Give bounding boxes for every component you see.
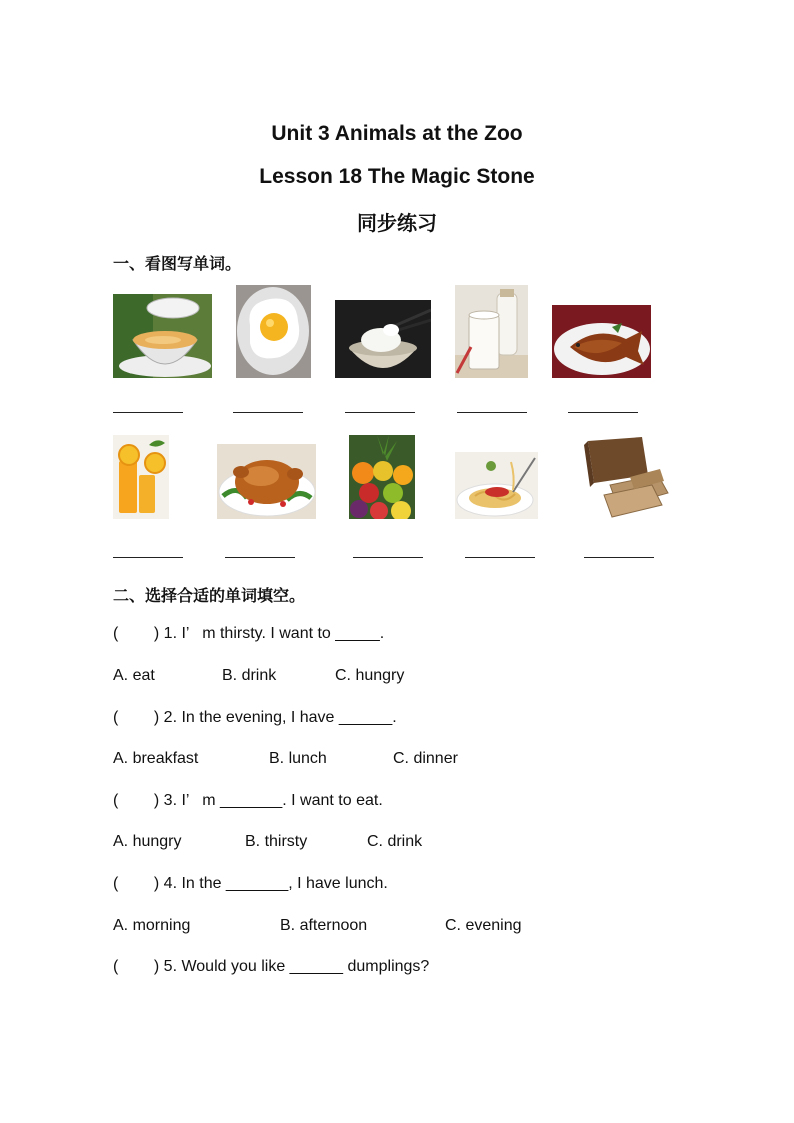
answer-line[interactable] [225,557,295,558]
option-b: B. drink [222,667,277,684]
question-4: ( ) 4. In the _______, I have lunch. [113,875,388,892]
answer-line[interactable] [584,557,654,558]
question-3: ( ) 3. I’ m _______. I want to eat. [113,792,383,809]
option-a: A. morning [113,917,191,934]
page-title: Unit 3 Animals at the Zoo [271,122,523,145]
option-c: C. drink [367,833,423,850]
option-a: A. breakfast [113,750,199,767]
bread-icon [580,435,672,519]
answer-line[interactable] [113,557,183,558]
option-c: C. hungry [335,667,405,684]
answer-line[interactable] [345,412,415,413]
fried-egg-icon [236,285,311,378]
soup-bowl-icon [113,294,212,378]
answer-line[interactable] [113,412,183,413]
subtitle: 同步练习 [357,213,437,235]
answer-line[interactable] [353,557,423,558]
section-heading-2: 二、选择合适的单词填空。 [113,588,306,605]
question-1: ( ) 1. I’ m thirsty. I want to _____. [113,625,385,642]
lesson-title: Lesson 18 The Magic Stone [259,165,535,188]
answer-line[interactable] [233,412,303,413]
section-heading-1: 一、看图写单词。 [113,256,242,273]
answer-line[interactable] [568,412,638,413]
option-a: A. hungry [113,833,182,850]
option-b: B. lunch [269,750,327,767]
fish-dish-icon [552,305,651,378]
option-b: B. afternoon [280,917,368,934]
option-c: C. evening [445,917,522,934]
milk-icon [455,285,528,378]
option-b: B. thirsty [245,833,308,850]
answer-line[interactable] [457,412,527,413]
rice-bowl-icon [335,300,431,378]
noodles-icon [455,452,538,519]
answer-line[interactable] [465,557,535,558]
question-5: ( ) 5. Would you like ______ dumplings? [113,958,430,975]
fruit-icon [349,435,415,519]
option-c: C. dinner [393,750,458,767]
question-2: ( ) 2. In the evening, I have ______. [113,709,397,726]
option-a: A. eat [113,667,155,684]
orange-juice-icon [113,435,169,519]
roast-chicken-icon [217,444,316,519]
